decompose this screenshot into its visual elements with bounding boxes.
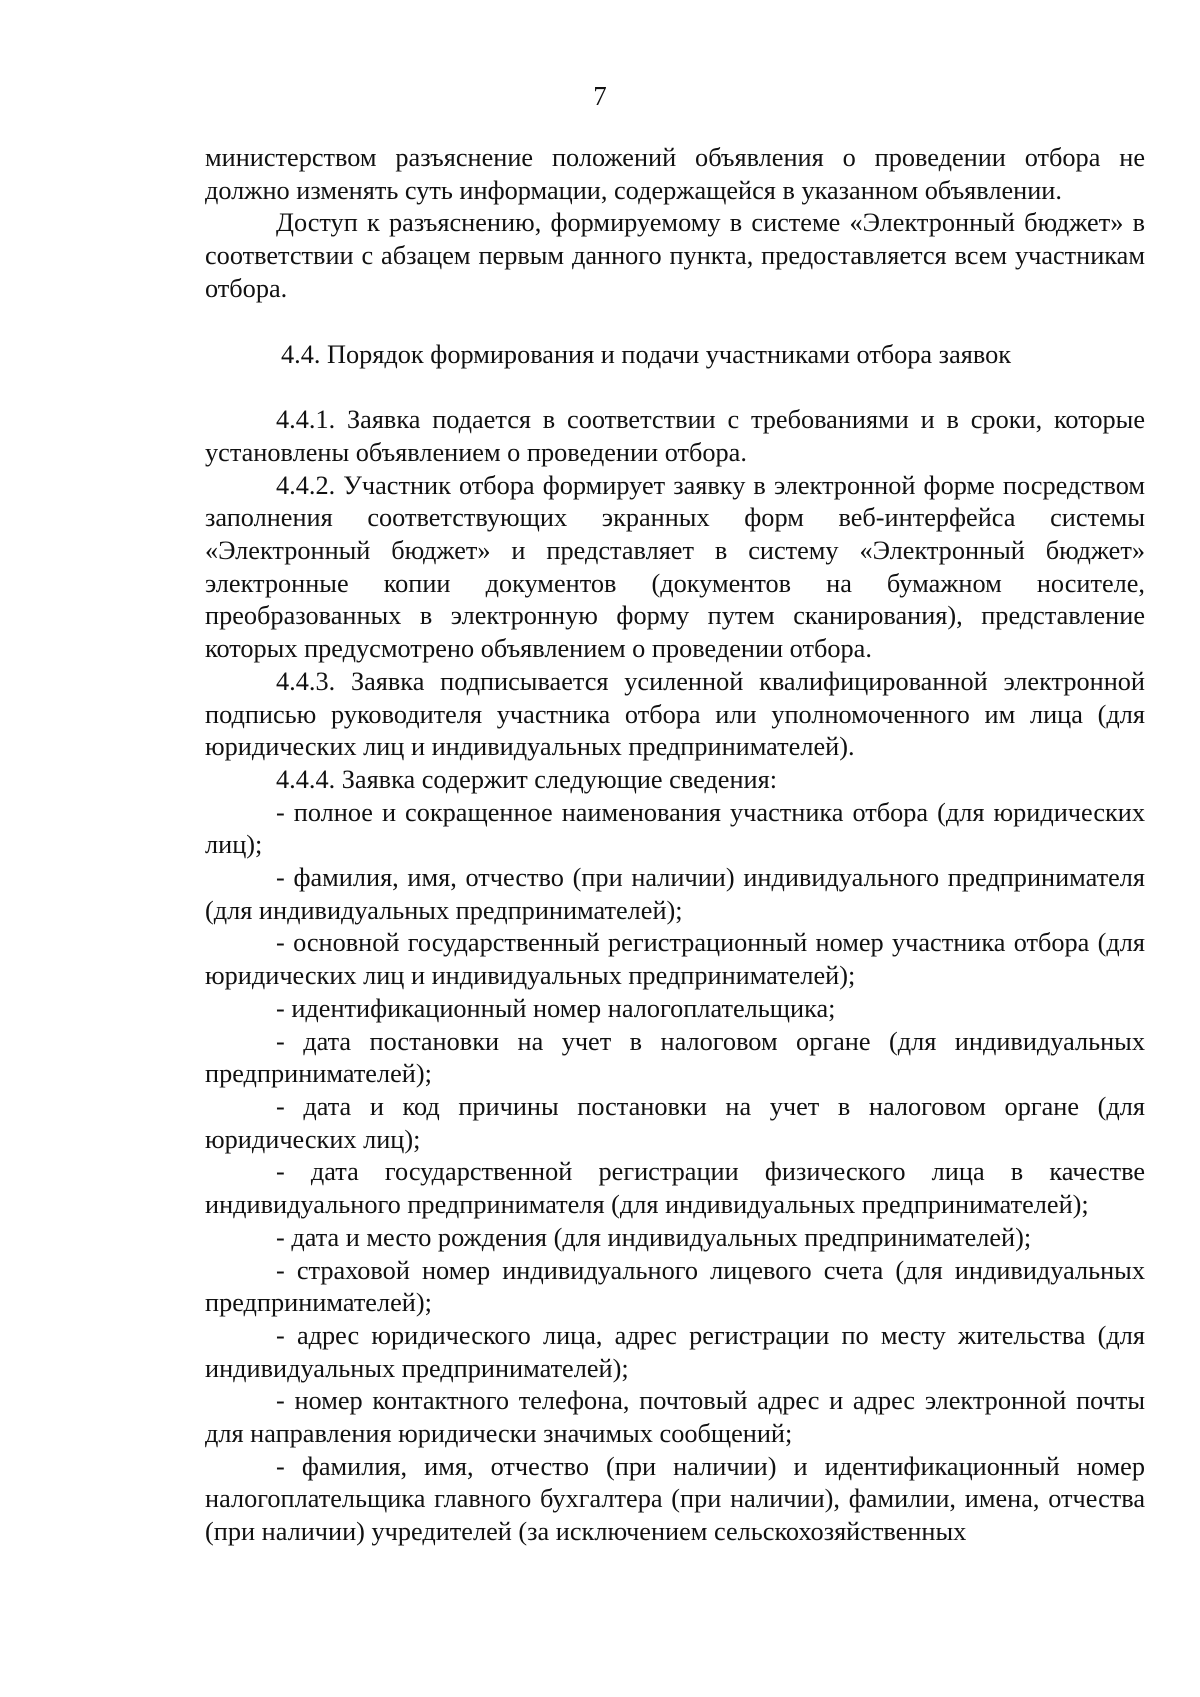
list-item: - фамилия, имя, отчество (при наличии) и идентификационный номер налогоплательщика главного бухгалтера (при наличии), фамилии, имена, отчества (при наличии) учредителей (за исключением сельскохозяйственных [205,1451,1145,1547]
list-item: - дата государственной регистрации физического лица в качестве индивидуального предпринимателя (для индивидуальных предпринимателей); [205,1157,1145,1220]
page-number: 7 [593,81,607,111]
list-item: - идентификационный номер налогоплательщика; [276,993,836,1023]
list-item: - дата и код причины постановки на учет в налоговом органе (для юридических лиц); [205,1091,1145,1154]
paragraph: 4.4.4. Заявка содержит следующие сведения: [276,764,778,794]
paragraph: министерством разъяснение положений объявления о проведении отбора не должно изменять суть информации, содержащейся в указанном объявлении. [205,143,1145,205]
list-item: - фамилия, имя, отчество (при наличии) индивидуального предпринимателя (для индивидуальных предпринимателей); [205,863,1145,925]
list-item: - страховой номер индивидуального лицевого счета (для индивидуальных предпринимателей); [205,1255,1145,1318]
list-item: - номер контактного телефона, почтовый адрес и адрес электронной почты для направления юридически значимых сообщений; [205,1386,1145,1449]
paragraph: 4.4.3. Заявка подписывается усиленной квалифицированной электронной подписью руководителя участника отбора или уполномоченного им лица (для юридических лиц и индивидуальных предпринимателей). [205,666,1145,762]
paragraph: 4.4.1. Заявка подается в соответствии с требованиями и в сроки, которые установлены объявлением о проведении отбора. [205,405,1145,467]
list-item: - дата постановки на учет в налоговом органе (для индивидуальных предпринимателей); [205,1026,1145,1089]
list-item: - основной государственный регистрационный номер участника отбора (для юридических лиц и индивидуальных предпринимателей); [205,928,1145,991]
section-heading: 4.4. Порядок формирования и подачи участниками отбора заявок [281,339,1011,369]
list-item: - адрес юридического лица, адрес регистрации по месту жительства (для индивидуальных предпринимателей); [205,1320,1145,1383]
document-body [205,142,1145,1549]
paragraph: Доступ к разъяснению, формируемому в системе «Электронный бюджет» в соответствии с абзацем первым данного пункта, предоставляется всем участникам отбора. [205,208,1145,303]
paragraph: 4.4.2. Участник отбора формирует заявку в электронной форме посредством заполнения соответствующих экранных форм веб-интерфейса системы «Электронный бюджет» и представляет в систему «Электронный бюджет» электронные копии документов (документов на бумажном носителе, преобразованных в электронную форму путем сканирования), представление которых предусмотрено объявлением о проведении отбора. [205,470,1145,664]
list-item: - полное и сокращенное наименования участника отбора (для юридических лиц); [205,797,1145,860]
list-item: - дата и место рождения (для индивидуальных предпринимателей); [276,1222,1032,1252]
